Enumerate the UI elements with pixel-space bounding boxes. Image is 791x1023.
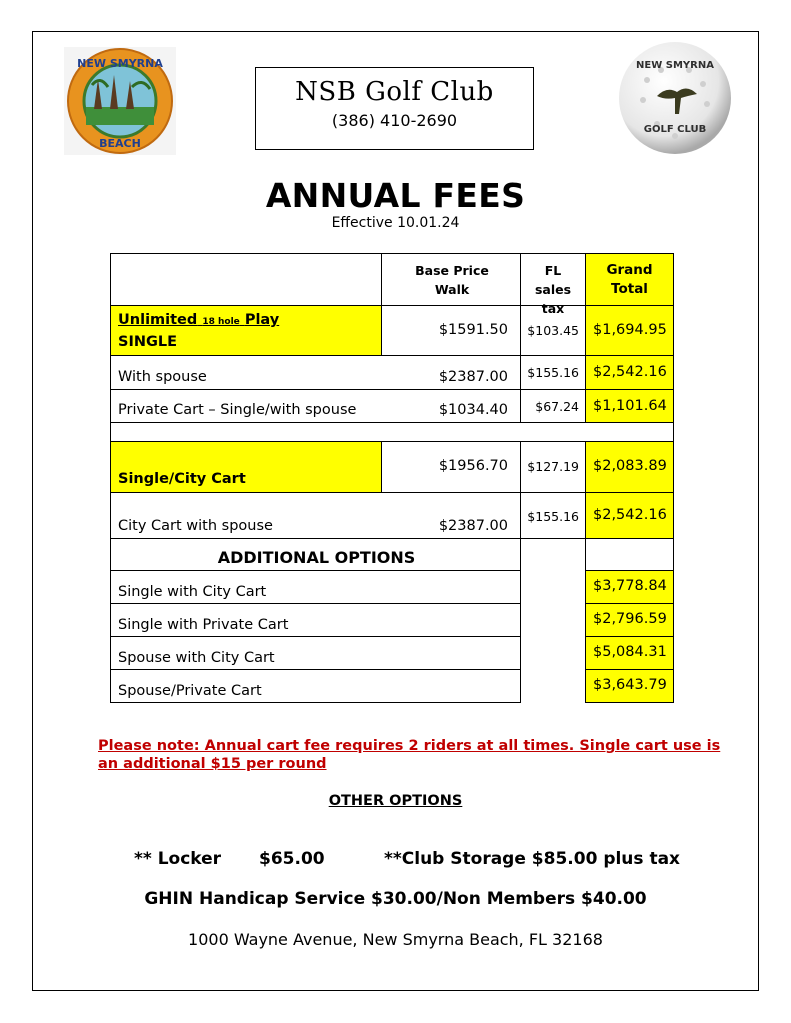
- page-title: ANNUAL FEES: [265, 176, 526, 215]
- play-word: Play: [244, 312, 280, 328]
- row4-tax-cell: [520, 441, 586, 493]
- row5-total: $2,542.16: [593, 507, 667, 523]
- row3-label: Private Cart – Single/with spouse: [118, 402, 357, 418]
- row4-base-cell: [381, 441, 521, 493]
- svg-text:GOLF CLUB: GOLF CLUB: [643, 124, 707, 135]
- row1-tax-cell: [520, 305, 586, 356]
- add1-total-cell: [585, 570, 674, 604]
- add1-label: Single with City Cart: [118, 584, 267, 600]
- cart-fee-note: Please note: Annual cart fee requires 2 riders at all times. Single cart use is an additional $15 per round: [98, 738, 721, 772]
- row2-base: $2387.00: [438, 369, 508, 385]
- effective-date: Effective 10.01.24: [331, 215, 460, 231]
- row5-label: City Cart with spouse: [118, 518, 273, 534]
- row1-base: $1591.50: [438, 322, 508, 338]
- club-title-box: [255, 67, 534, 150]
- club-phone: (386) 410-2690: [331, 111, 458, 130]
- add3-label: Spouse with City Cart: [118, 650, 275, 666]
- club-name: NSB Golf Club: [295, 77, 494, 107]
- row5-total-cell: [585, 492, 674, 539]
- club-address: 1000 Wayne Avenue, New Smyrna Beach, FL 32168: [188, 930, 603, 949]
- row3-label-cell: [110, 389, 521, 423]
- header-base-price-cell: [381, 253, 521, 306]
- add3-label-cell: [110, 636, 521, 670]
- row4-label: Single/City Cart: [118, 471, 246, 487]
- row2-tax-cell: [520, 355, 586, 390]
- header-blank-cell: [110, 253, 382, 306]
- table-spacer-row: [110, 422, 674, 442]
- additional-options-heading-cell: [110, 538, 521, 571]
- row1-total-cell: [585, 305, 674, 356]
- unlimited-single-label-cell: [110, 305, 382, 356]
- add1-total: $3,778.84: [593, 578, 667, 594]
- row3-total: $1,101.64: [593, 398, 667, 414]
- row4-label-cell: [110, 441, 382, 493]
- add2-total-cell: [585, 603, 674, 637]
- row2-total-cell: [585, 355, 674, 390]
- add2-label: Single with Private Cart: [118, 617, 289, 633]
- golf-club-ball-logo: [617, 40, 733, 156]
- add4-label-cell: [110, 669, 521, 703]
- row2-label: With spouse: [118, 369, 207, 385]
- add4-total: $3,643.79: [593, 677, 667, 693]
- additional-options-heading: ADDITIONAL OPTIONS: [217, 548, 416, 567]
- unlimited-word: Unlimited: [118, 312, 198, 328]
- svg-text:NEW SMYRNA: NEW SMYRNA: [77, 57, 163, 70]
- row3-base: $1034.40: [438, 402, 508, 418]
- row5-tax: $155.16: [527, 509, 579, 524]
- header-grand-total: Grand Total: [606, 262, 653, 297]
- row4-tax: $127.19: [527, 459, 579, 474]
- add4-label: Spouse/Private Cart: [118, 683, 262, 699]
- svg-text:NEW SMYRNA: NEW SMYRNA: [636, 60, 714, 71]
- add2-label-cell: [110, 603, 521, 637]
- row5-label-cell: [110, 492, 521, 539]
- additional-heading-total-cell: [585, 538, 674, 571]
- row1-tax: $103.45: [527, 323, 579, 338]
- row2-tax: $155.16: [527, 365, 579, 380]
- unlimited-play-label: [118, 312, 279, 328]
- locker-label: ** Locker: [134, 849, 222, 869]
- add3-total-cell: [585, 636, 674, 670]
- svg-text:BEACH: BEACH: [99, 137, 141, 150]
- add4-total-cell: [585, 669, 674, 703]
- row4-total: $2,083.89: [593, 458, 667, 474]
- club-storage: **Club Storage $85.00 plus tax: [384, 849, 681, 869]
- row2-label-cell: [110, 355, 521, 390]
- new-smyrna-beach-logo: [64, 47, 176, 155]
- header-base-price: Base Price Walk: [415, 263, 489, 297]
- ghin-handicap-service: GHIN Handicap Service $30.00/Non Members $40.00: [144, 889, 647, 909]
- row4-base: $1956.70: [438, 458, 508, 474]
- row1-base-cell: [381, 305, 521, 356]
- header-fl-tax: FL sales tax: [534, 263, 572, 316]
- row3-total-cell: [585, 389, 674, 423]
- locker-price: $65.00: [259, 849, 325, 869]
- header-grand-total-cell: [585, 253, 674, 306]
- row1-total: $1,694.95: [593, 322, 667, 338]
- row3-tax: $67.24: [535, 399, 579, 414]
- eighteen-hole-note: 18 hole: [202, 317, 240, 327]
- add1-label-cell: [110, 570, 521, 604]
- row4-total-cell: [585, 441, 674, 493]
- add3-total: $5,084.31: [593, 644, 667, 660]
- row5-tax-cell: [520, 492, 586, 539]
- row2-total: $2,542.16: [593, 364, 667, 380]
- row3-tax-cell: [520, 389, 586, 423]
- add2-total: $2,796.59: [593, 611, 667, 627]
- header-fl-tax-cell: [520, 253, 586, 316]
- other-options-heading: OTHER OPTIONS: [328, 793, 463, 809]
- single-label: SINGLE: [118, 334, 178, 350]
- row5-base: $2387.00: [438, 518, 508, 534]
